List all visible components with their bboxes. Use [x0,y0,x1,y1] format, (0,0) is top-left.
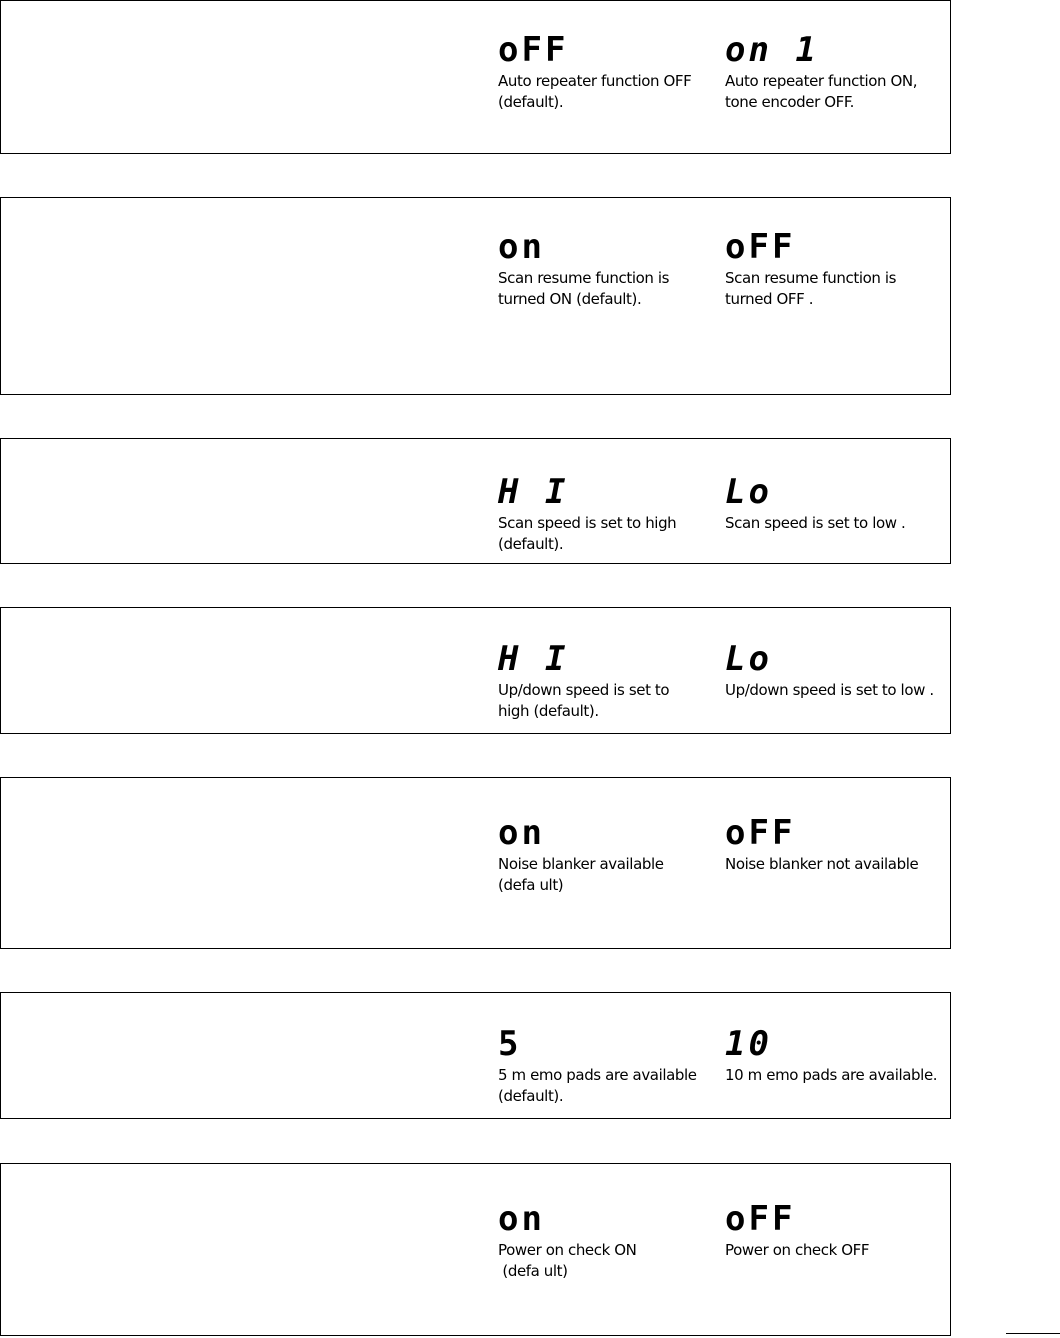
option-updown-speed-high [498,640,723,722]
option-scan-speed-high [498,473,723,555]
lcd-readout: oFF [498,30,569,70]
lcd-readout: H I [498,472,569,512]
option-description: Scan resume function is turned ON (default). [498,269,670,308]
setting-box-scan-speed [0,438,951,564]
option-power-on-check-off [725,1200,950,1261]
lcd-readout: on [498,1199,545,1239]
page-footer-rule [1006,1333,1060,1334]
option-description: Power on check OFF [725,1241,870,1259]
setting-box-memo-pads [0,992,951,1119]
option-description: Scan speed is set to high (default). [498,514,677,553]
lcd-readout: 5 [498,1024,522,1064]
option-description: 10 m emo pads are available. [725,1066,938,1084]
option-description: Auto repeater function OFF (default). [498,72,692,111]
option-description: Noise blanker not available [725,855,919,873]
option-auto-repeater-off [498,31,723,113]
option-description: Up/down speed is set to high (default). [498,681,670,720]
option-description: 5 m emo pads are available (default). [498,1066,697,1105]
option-auto-repeater-on1 [725,31,950,113]
option-power-on-check-on [498,1200,723,1282]
lcd-readout: oFF [725,813,796,853]
option-scan-speed-low [725,473,950,534]
lcd-readout: Lo [725,472,772,512]
option-description: Auto repeater function ON, tone encoder OFF. [725,72,918,111]
setting-box-updown-speed [0,607,951,734]
option-description: Noise blanker available (defa ult) [498,855,664,894]
option-noise-blanker-off [725,814,950,875]
setting-box-auto-repeater [0,0,951,154]
option-description: Up/down speed is set to low . [725,681,934,699]
lcd-readout: on [498,227,545,267]
option-description: Scan speed is set to low . [725,514,906,532]
lcd-readout: H I [498,639,569,679]
option-updown-speed-low [725,640,950,701]
option-scan-resume-on [498,228,723,310]
lcd-readout: oFF [725,227,796,267]
setting-box-scan-resume [0,197,951,395]
setting-box-noise-blanker [0,777,951,949]
option-description: Scan resume function is turned OFF . [725,269,897,308]
lcd-readout: on 1 [725,30,819,70]
option-description: Power on check ON (defa ult) [498,1241,637,1280]
option-noise-blanker-on [498,814,723,896]
option-memo-pads-5 [498,1025,723,1107]
lcd-readout: on [498,813,545,853]
setting-box-power-on-check [0,1163,951,1336]
lcd-readout: 10 [725,1024,772,1064]
option-scan-resume-off [725,228,950,310]
lcd-readout: oFF [725,1199,796,1239]
option-memo-pads-10 [725,1025,950,1086]
lcd-readout: Lo [725,639,772,679]
